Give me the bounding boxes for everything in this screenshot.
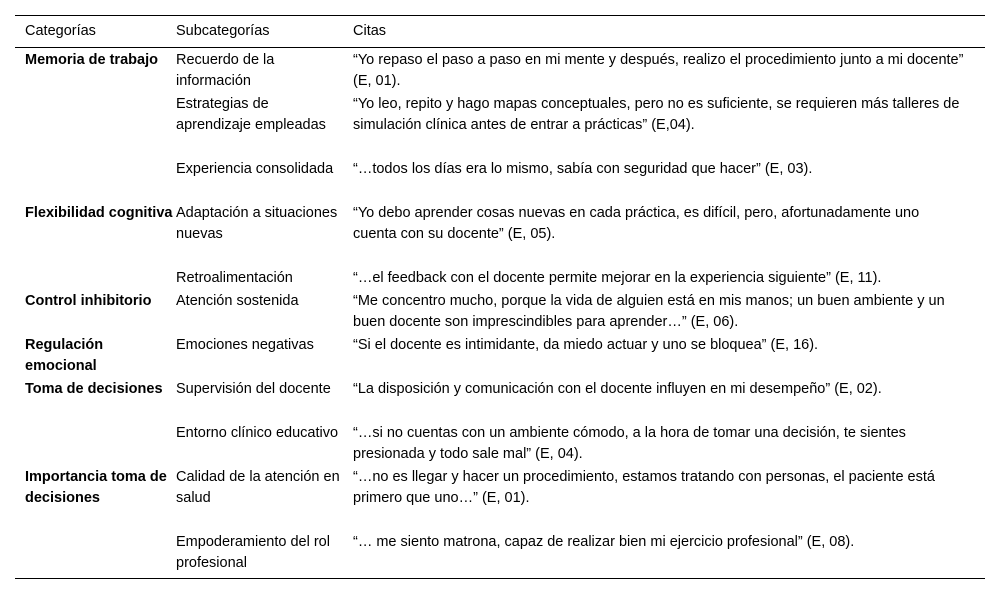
subcategory-cell: Atención sostenida — [176, 293, 299, 309]
subcategory-cell: Emociones negativas — [176, 337, 314, 353]
quote-cell: “… me siento matrona, capaz de realizar bien mi ejercicio profesional” (E, 08). — [353, 534, 855, 550]
quote-cell: “…todos los días era lo mismo, sabía con seguridad que hacer” (E, 03). — [353, 161, 813, 177]
header-quotes: Citas — [353, 23, 387, 39]
quote-cell: “…no es llegar y hacer un procedimiento, estamos tratando con personas, el paciente está primero que uno…” (E, 01). — [353, 469, 935, 506]
category-cell — [15, 268, 176, 291]
table-body — [15, 48, 985, 578]
quote-cell: “Si el docente es intimidante, da miedo actuar y uno se bloquea” (E, 16). — [353, 337, 819, 353]
category-cell: Importancia toma de decisiones — [25, 469, 167, 506]
table-row — [15, 467, 985, 532]
header-categories: Categorías — [25, 23, 96, 39]
subcategory-cell: Entorno clínico educativo — [176, 425, 339, 441]
quote-cell: “…si no cuentas con un ambiente cómodo, a la hora de tomar una decisión, te sientes presionada y todo sale mal” (E, 04). — [353, 425, 906, 462]
category-cell: Flexibilidad cognitiva — [25, 205, 173, 221]
quote-cell: “Yo repaso el paso a paso en mi mente y después, realizo el procedimiento junto a mi docente” (E, 01). — [353, 52, 964, 89]
category-cell: Control inhibitorio — [25, 293, 152, 309]
table-header — [15, 16, 985, 48]
category-cell — [15, 423, 176, 467]
subcategory-cell: Supervisión del docente — [176, 381, 331, 397]
table-row — [15, 379, 985, 423]
category-cell — [15, 94, 176, 159]
table-row — [15, 203, 985, 268]
subcategory-cell: Calidad de la atención en salud — [176, 469, 340, 506]
category-cell — [15, 532, 176, 578]
subcategory-cell: Retroalimentación — [176, 270, 293, 286]
table-row — [15, 291, 985, 335]
subcategory-cell: Estrategias de aprendizaje empleadas — [176, 96, 326, 133]
table-row — [15, 94, 985, 159]
category-cell — [15, 159, 176, 203]
quote-cell: “…el feedback con el docente permite mejorar en la experiencia siguiente” (E, 11). — [353, 270, 882, 286]
quote-cell: “Me concentro mucho, porque la vida de alguien está en mis manos; un buen ambiente y un buen docente son imprescindibles para aprender…” (E, 06). — [353, 293, 945, 330]
subcategory-cell: Empoderamiento del rol profesional — [176, 534, 330, 571]
quote-cell: “La disposición y comunicación con el docente influyen en mi desempeño” (E, 02). — [353, 381, 882, 397]
quote-cell: “Yo debo aprender cosas nuevas en cada práctica, es difícil, pero, afortunadamente uno cuenta con su docente” (E, 05). — [353, 205, 920, 242]
table-row — [15, 159, 985, 203]
table-row — [15, 50, 985, 94]
subcategory-cell: Experiencia consolidada — [176, 161, 334, 177]
subcategory-cell: Adaptación a situaciones nuevas — [176, 205, 338, 242]
table-row — [15, 423, 985, 467]
table-row — [15, 532, 985, 578]
table-row — [15, 335, 985, 379]
category-cell: Toma de decisiones — [25, 381, 163, 397]
subcategory-cell: Recuerdo de la información — [176, 52, 275, 89]
qualitative-results-table — [15, 15, 985, 579]
quote-cell: “Yo leo, repito y hago mapas conceptuales, pero no es suficiente, se requieren más talleres de simulación clínica antes de entrar a prácticas” (E,04). — [353, 96, 960, 133]
category-cell: Regulación emocional — [25, 337, 104, 374]
header-subcategories: Subcategorías — [176, 23, 270, 39]
table-row — [15, 268, 985, 291]
category-cell: Memoria de trabajo — [25, 52, 158, 68]
